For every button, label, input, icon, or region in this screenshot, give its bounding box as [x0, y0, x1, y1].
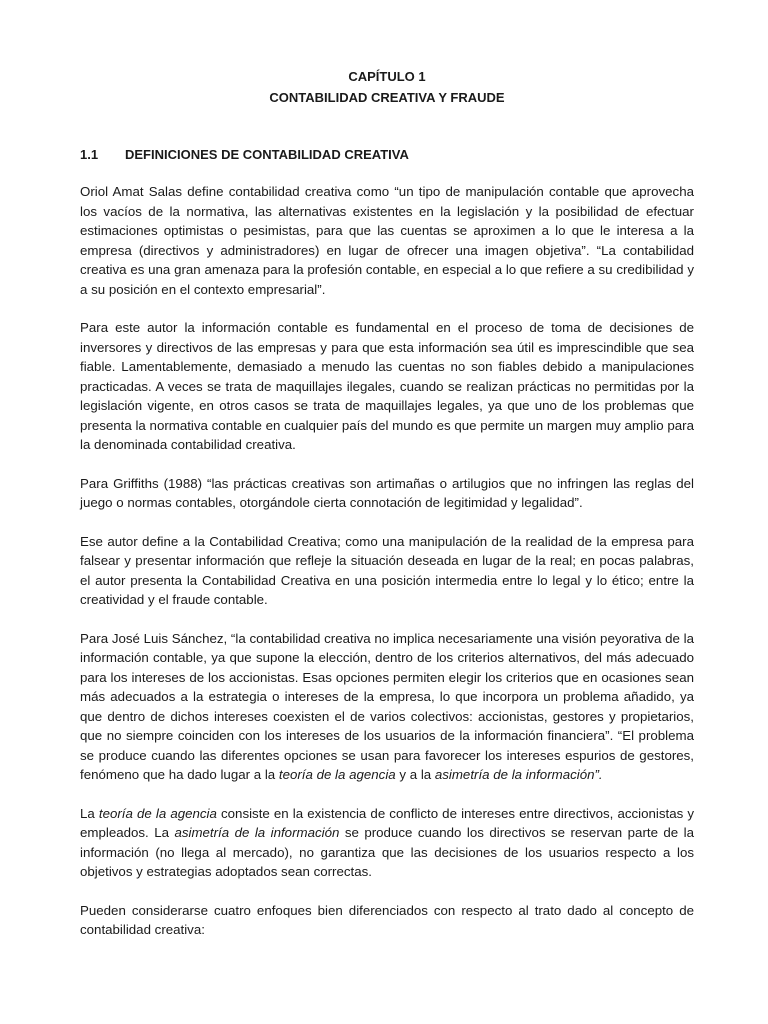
paragraph-6: [80, 804, 694, 882]
paragraph-1: Oriol Amat Salas define contabilidad creativa como “un tipo de manipulación contable que aprovecha los vacíos de la normativa, las alternativas existentes en la legislación y la posibilidad de efectuar estimaciones optimistas o pesimistas, para que las cuentas se aproximen a lo que le interesa a la empresa (directivos y administradores) en lugar de ofrecer una imagen objetiva”. “La contabilidad creativa es una gran amenaza para la profesión contable, en especial a lo que refiere a su credibilidad y a su posición en el contexto empresarial”.: [80, 184, 694, 297]
paragraph-5-emphasis-asymmetry: asimetría de la información”.: [434, 767, 603, 782]
chapter-number: CAPÍTULO 1: [348, 69, 426, 84]
paragraph-6-part-b: consiste en la existencia de conflicto de intereses entre directivos, accionistas y empleados. La: [80, 805, 694, 840]
paragraph-6-emphasis-asymmetry: asimetría de la información: [174, 825, 340, 840]
paragraph-5-connector: y a la: [395, 767, 435, 782]
paragraph-6-part-c: se produce cuando los directivos se reservan parte de la información (no llega al mercado), no garantiza que las decisiones de los usuarios respecto a los objetivos y estrategias adoptados sean correctas.: [80, 825, 695, 879]
paragraph-6-emphasis-agency: teoría de la agencia: [98, 805, 217, 821]
paragraph-5: [80, 629, 694, 785]
document-page: [80, 66, 694, 940]
section-number: 1.1: [80, 147, 99, 162]
paragraph-7: Pueden considerarse cuatro enfoques bien diferenciados con respecto al trato dado al concepto de contabilidad creativa:: [80, 902, 694, 937]
section-title: DEFINICIONES DE CONTABILIDAD CREATIVA: [125, 147, 409, 162]
paragraph-3: Para Griffiths (1988) “las prácticas creativas son artimañas o artilugios que no infringen las reglas del juego o normas contables, otorgándole cierta connotación de legitimidad y legalidad”.: [80, 475, 694, 510]
paragraph-5-text: Para José Luis Sánchez, “la contabilidad creativa no implica necesariamente una visión peyorativa de la información contable, ya que supone la elección, dentro de los criterios alternativos, del más adecuado para los intereses de los accionistas. Esas opciones permiten elegir los criterios que en ocasiones sean más adecuados a la estrategia o intereses de la empresa, lo que incorpora un problema añadido, ya que dentro de dichos intereses coexisten el de varios colectivos: accionistas, gestores y propietarios, que no siempre coinciden con los intereses de los usuarios de la información financiera”. “El problema se produce cuando las diferentes opciones se usan para favorecer los intereses espurios de gestores, fenómeno que ha dado lugar a la: [80, 630, 694, 782]
chapter-title: CONTABILIDAD CREATIVA Y FRAUDE: [269, 90, 505, 105]
paragraph-5-emphasis-agency: teoría de la agencia: [278, 767, 396, 782]
paragraph-6-part-a: La: [80, 805, 99, 821]
paragraph-4: Ese autor define a la Contabilidad Creativa; como una manipulación de la realidad de la empresa para falsear y presentar información que refleje la situación deseada en lugar de la real; en pocas palabras, el autor presenta la Contabilidad Creativa en una posición intermedia entre lo legal y lo ético; entre la creatividad y el fraude contable.: [80, 533, 694, 607]
section-heading: [80, 145, 694, 165]
paragraph-2: Para este autor la información contable es fundamental en el proceso de toma de decisiones de inversores y directivos de las empresas y para que esta información sea útil es imprescindible que sea fiable. Lamentablemente, demasiado a menudo las cuentas no son fiables debido a manipulaciones practicadas. A veces se trata de maquillajes ilegales, cuando se realizan prácticas no permitidas por la legislación vigente, en otros casos se trata de maquillajes legales, ya que uno de los problemas que presenta la normativa contable en cualquier país del mundo es que permite un margen muy amplio para la denominada contabilidad creativa.: [80, 320, 694, 452]
